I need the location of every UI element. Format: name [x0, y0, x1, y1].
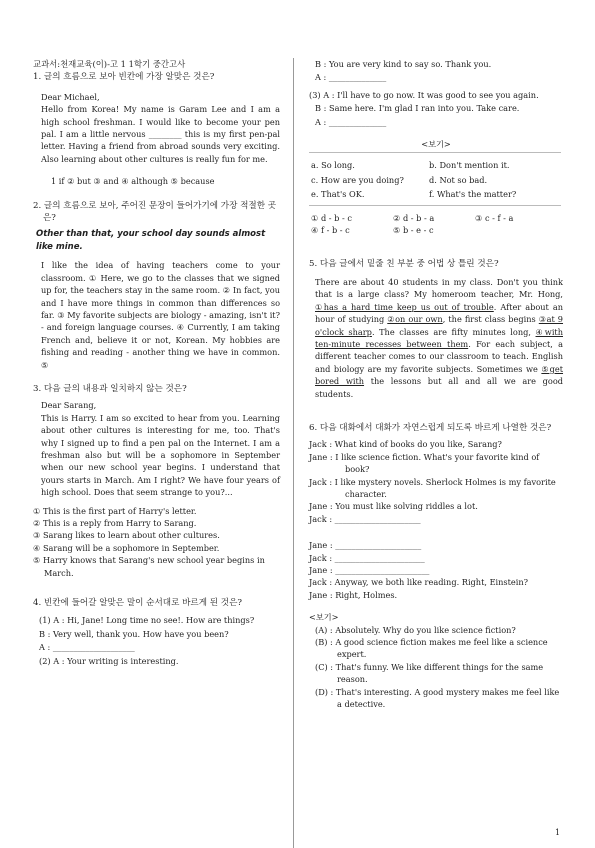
q6-box-item: (D) : That's interesting. A good mystery makes me feel like a detective.: [315, 686, 560, 710]
q6-dialog-line: Jack : I like mystery novels. Sherlock Holmes is my favorite character.: [309, 476, 556, 499]
q4-box-rule: [309, 205, 561, 206]
question-4-title: 4. 빈칸에 들어갈 알맞은 말이 순서대로 바르게 된 것은?: [33, 598, 242, 609]
q6-box-item: (B) : A good science fiction makes me feel like a science expert.: [315, 637, 548, 660]
q5-text: There are about 40 students in my class. Don't you think that is a large class? My homeroom teacher, Mr. Hong,: [315, 276, 563, 300]
q4-answer: ① d - b - c: [311, 212, 352, 223]
q5-text: . The classes are fifty minutes long,: [371, 326, 536, 337]
q5-underline-5: ⑤get bored with: [315, 363, 564, 387]
q6-dialog-line: Jane : Right, Holmes.: [309, 589, 398, 600]
question-2-title: 2. 글의 흐름으로 보아, 주어진 문장이 들어가기에 가장 적절한 곳은?: [33, 200, 277, 224]
q6-dialog-line: Jack : _____________________: [309, 513, 421, 524]
q3-option: ② This is a reply from Harry to Sarang.: [33, 518, 197, 528]
q5-passage: [309, 276, 563, 400]
q3-passage: This is Harry. I am so excited to hear from you. Learning about other cultures is interesting for me, too. That's why I signed up to find a pen pal on the Internet. I am a freshman also but will be a sophomore in September when our new school year begins. I understand that yours starts in March. Am I right? We have four years of high school. Does that seem strange to you?...: [41, 412, 280, 498]
q6-dialog-line: Jane : _______________________: [309, 565, 430, 575]
q4-dialog1-a2: A : ____________________: [39, 642, 135, 653]
q4-box-item: d. Not so bad.: [429, 174, 488, 185]
q6-dialog-line: Jack : ______________________: [309, 552, 425, 563]
q5-text: . For each subject, a different teacher comes to our classroom to teach. English and biology are my favorite subjects. Sometimes we: [315, 338, 563, 374]
left-column: [33, 58, 280, 668]
question-3-title: 3. 다음 글의 내용과 일치하지 않는 것은?: [33, 383, 187, 394]
q4-box-rule: [309, 152, 561, 153]
q6-dialog-line: Jane : You must like solving riddles a lot.: [309, 501, 478, 512]
q4-box-item: e. That's OK.: [311, 189, 365, 200]
q1-passage: Hello from Korea! My name is Garam Lee and I am a high school freshman. I would like to become your pen pal. I am a little nervous ________ this is my first pen-pal letter. Having a friend from abroad sounds very exciting. Also learning about other cultures is really fun for me.: [41, 104, 280, 164]
q6-dialog-line: Jane : I like science fiction. What's your favorite kind of book?: [309, 451, 540, 475]
q4-dialog3-b: B : Same here. I'm glad I ran into you. Take care.: [315, 103, 520, 114]
q1-choices: 1 if ② but ③ and ④ although ⑤ because: [51, 176, 215, 187]
question-5-title: 5. 다음 글에서 밑줄 친 부분 중 어법 상 틀린 것은?: [309, 259, 499, 270]
q4-box-item: a. So long.: [311, 160, 355, 171]
q4-answers: [309, 212, 563, 237]
q4-answer: ③ c - f - a: [475, 212, 514, 223]
q3-option: ③ Sarang likes to learn about other cultures.: [33, 530, 220, 541]
question-6-title: 6. 다음 대화에서 대화가 자연스럽게 되도록 바르게 나열한 것은?: [309, 422, 552, 433]
q4-answer: ④ f - b - c: [311, 225, 350, 236]
column-divider: [293, 58, 294, 848]
page-number: 1: [555, 828, 561, 837]
q2-given-sentence: Other than that, your school day sounds almost like mine.: [36, 229, 266, 252]
q3-option: ⑤ Harry knows that Sarang's new school year begins in March.: [33, 555, 265, 578]
exam-header: 교과서:천재교육(이)-고 1 1학기 중간고사: [33, 59, 186, 69]
q4-dialog3-a2: A : ______________: [315, 116, 387, 127]
q4-answer: ② d - b - a: [393, 212, 435, 223]
q6-dialog-line: Jane : _____________________: [309, 540, 422, 551]
q4-dialog1-a: (1) A : Hi, Jane! Long time no see!. How are things?: [39, 615, 255, 626]
q4-box-item: b. Don't mention it.: [429, 160, 510, 171]
q5-underline-4: ④with ten-minute recesses between them: [315, 326, 563, 349]
q4-box-item: c. How are you doing?: [311, 174, 404, 185]
q4-dialog1-b: B : Very well, thank you. How have you been?: [39, 628, 229, 639]
q4-dialog2-b: B : You are very kind to say so. Thank you.: [315, 59, 492, 69]
q4-dialog2-a: (2) A : Your writing is interesting.: [39, 655, 179, 666]
q1-salutation: Dear Michael,: [41, 91, 100, 102]
q4-box: [309, 159, 563, 200]
q2-passage: I like the idea of having teachers come to your classroom. ① Here, we go to the classes that we signed up for, the teachers stay in the same room. ② In fact, you and I have more things in common than differences so far. ③ My favorite subjects are biology - amazing, isn't it? - and foreign language courses. ④ Currently, I am taking French and, believe it or not, Korean. My hobbies are fishing and reading - another thing we have in common. ⑤: [41, 260, 280, 370]
q3-salutation: Dear Sarang,: [41, 400, 97, 411]
q3-option: ④ Sarang will be a sophomore in September.: [33, 542, 220, 553]
q6-box-item: (A) : Absolutely. Why do you like science fiction?: [315, 624, 516, 635]
q5-underline-2: ②on our own: [387, 314, 443, 325]
q6-dialog-line: Jack : Anyway, we both like reading. Right, Einstein?: [309, 577, 529, 588]
question-1-title: 1. 글의 흐름으로 보아 빈칸에 가장 알맞은 것은?: [33, 72, 215, 83]
q5-text: . After about an hour of studying: [315, 301, 563, 325]
q5-text: , the first class begins: [442, 314, 539, 325]
q4-box-title: <보기>: [421, 139, 451, 150]
q4-dialog3-a: (3) A : I'll have to go now. It was good to see you again.: [309, 89, 539, 100]
q4-answer: ⑤ b - e - c: [393, 225, 434, 236]
q3-option: ① This is the first part of Harry's letter.: [33, 505, 197, 516]
q6-dialog-line: Jack : What kind of books do you like, Sarang?: [309, 439, 502, 450]
q4-dialog2-a2: A : ______________: [315, 72, 387, 83]
q5-underline-3: ③at 9 o'clock sharp: [315, 314, 564, 337]
q6-box-title: <보기>: [309, 612, 339, 623]
q6-box-item: (C) : That's funny. We like different things for the same reason.: [315, 661, 544, 685]
q5-text: the lessons but all and all we are good students.: [315, 376, 563, 399]
q5-underline-1: ①has a hard time keep us out of trouble: [315, 301, 494, 312]
q4-box-item: f. What's the matter?: [429, 189, 517, 200]
right-column: [309, 58, 563, 710]
